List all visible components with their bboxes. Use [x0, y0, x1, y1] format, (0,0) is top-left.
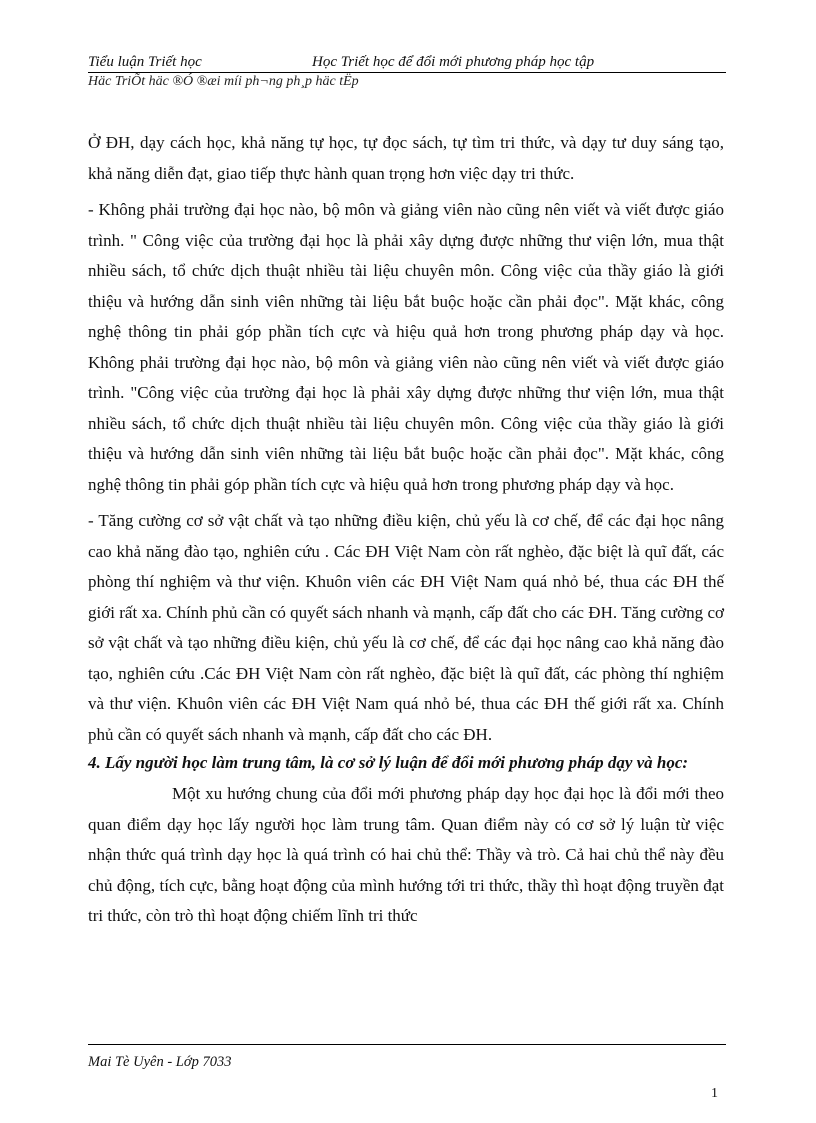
page-number: 1	[711, 1086, 718, 1101]
paragraph-3: - Tăng cường cơ sở vật chất và tạo những điều kiện, chủ yếu là cơ chế, để các đại học nâng cao khả năng đào tạo, nghiên cứu . Các ĐH Việt Nam còn rất nghèo, đặc biệt là quĩ đất, các phòng thí nghiệm và thư viện. Khuôn viên các ĐH Việt Nam quá nhỏ bé, thua các ĐH thế giới rất xa. Chính phủ cần có quyết sách nhanh và mạnh, cấp đất cho các ĐH. Tăng cường cơ sở vật chất và tạo những điều kiện, chủ yếu là cơ chế, để các đại học nâng cao khả năng đào tạo, nghiên cứu .Các ĐH Việt Nam còn rất nghèo, đặc biệt là quĩ đất, các phòng thí nghiệm và thư viện. Khuôn viên các ĐH Việt Nam quá nhỏ bé, thua các ĐH thế giới rất xa. Chính phủ cần có quyết sách nhanh và mạnh, cấp đất cho các ĐH.	[88, 511, 724, 744]
paragraph-1: Ở ĐH, dạy cách học, khả năng tự học, tự đọc sách, tự tìm tri thức, và dạy tư duy sáng tạo, khả năng diễn đạt, giao tiếp thực hành quan trọng hơn việc dạy tri thức.	[88, 133, 724, 183]
footer-author: Mai Tè Uyên - Lớp 7033	[88, 1054, 232, 1070]
paragraph-2: - Không phải trường đại học nào, bộ môn và giảng viên nào cũng nên viết và viết được giáo trình. " Công việc của trường đại học là phải xây dựng được những thư viện lớn, mua thật nhiều sách, tổ chức dịch thuật nhiều tài liệu chuyên môn. Công việc của thầy giáo là giới thiệu và hướng dẫn sinh viên những tài liệu bắt buộc hoặc cần phải đọc". Mặt khác, công nghệ thông tin phải góp phần tích cực và hiệu quả hơn trong phương pháp dạy và học. Không phải trường đại học nào, bộ môn và giảng viên nào cũng nên viết và viết được giáo trình. "Công việc của trường đại học là phải xây dựng được những thư viện lớn, mua thật nhiều sách, tổ chức dịch thuật nhiều tài liệu chuyên môn. Công việc của thầy giáo là giới thiệu và hướng dẫn sinh viên những tài liệu bắt buộc hoặc cần phải đọc". Mặt khác, công nghệ thông tin phải góp phần tích cực và hiệu quả hơn trong phương pháp dạy và học.	[88, 200, 724, 494]
paragraph-4: Một xu hướng chung của đổi mới phương pháp dạy học đại học là đổi mới theo quan điểm dạy học lấy người học làm trung tâm. Quan điểm này có cơ sở lý luận từ việc nhận thức quá trình dạy học là quá trình có hai chủ thể: Thầy và trò. Cả hai chủ thể này đều chủ động, tích cực, bằng hoạt động của mình hướng tới tri thức, thầy thì hoạt động truyền đạt tri thức, còn trò thì hoạt động chiếm lĩnh tri thức	[88, 784, 724, 925]
header-garbled-subtitle: Häc TriÕt häc ®Ó ®æi míi ph¬ng ph¸p häc tËp	[88, 74, 359, 89]
header-left-title: Tiểu luận Triết học	[88, 54, 202, 70]
document-body	[88, 128, 724, 932]
footer-divider	[88, 1044, 726, 1045]
section-heading: 4. Lấy người học làm trung tâm, là cơ sở lý luận để đổi mới phương pháp dạy và học:	[88, 753, 689, 772]
header-right-title: Học Triết học để đổi mới phương pháp học tập	[312, 54, 595, 70]
